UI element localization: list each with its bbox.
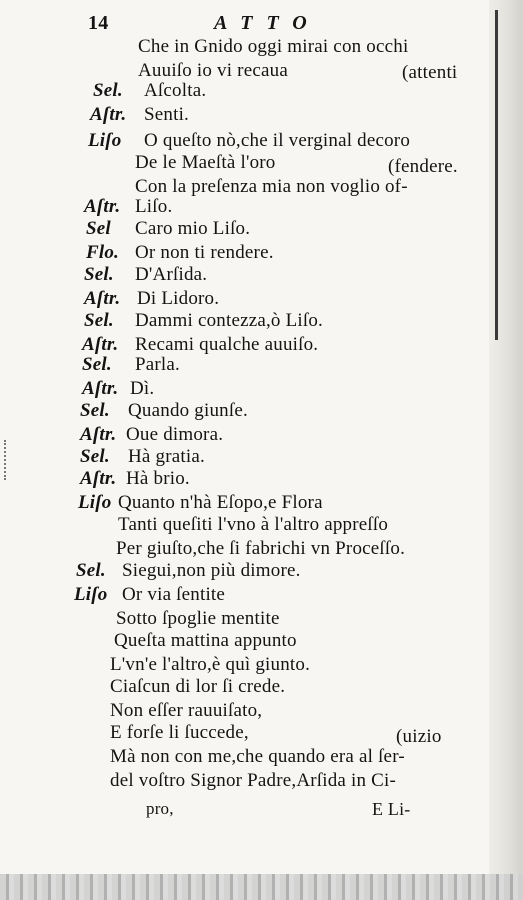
verse-line: (fendere. (388, 156, 458, 177)
page-number: 14 (88, 12, 109, 34)
speaker-label: Liſo (78, 492, 112, 513)
verse-line: E forſe li ſuccede, (110, 722, 249, 743)
verse-line: Liſo. (135, 196, 173, 217)
verse-line: Che in Gnido oggi mirai con occhi (138, 36, 409, 57)
verse-line: Or non ti rendere. (135, 242, 274, 263)
verse-line: Parla. (135, 354, 180, 375)
verse-line: Quando giunſe. (128, 400, 248, 421)
verse-line: O queſto nò,che il verginal decoro (144, 130, 411, 151)
speaker-label: Aſtr. (84, 196, 121, 217)
verse-line: Ciaſcun di lor ſi crede. (110, 676, 286, 697)
speaker-label: Sel. (93, 80, 123, 101)
verse-line: D'Arſida. (135, 264, 208, 285)
verse-line: De le Maeſtà l'oro (135, 152, 276, 173)
verse-line: Siegui,non più dimore. (122, 560, 301, 581)
verse-line: Dammi contezza,ò Liſo. (135, 310, 323, 331)
page-edge (489, 0, 523, 900)
verse-line: Caro mio Liſo. (135, 218, 251, 239)
speaker-label: Flo. (86, 242, 120, 263)
speaker-label: Liſo (74, 584, 108, 605)
speaker-label: Liſo (88, 130, 122, 151)
speaker-label: Aſtr. (82, 378, 119, 399)
scan-bottom-band (0, 874, 523, 900)
catchword-left: pro, (146, 799, 174, 818)
verse-line: Tanti queſiti l'vno à l'altro appreſſo (118, 514, 389, 535)
verse-line: Hà brio. (126, 468, 190, 489)
verse-line: Quanto n'hà Eſopo,e Flora (118, 492, 323, 513)
speaker-label: Sel. (84, 310, 114, 331)
verse-line: Or via ſentite (122, 584, 226, 605)
speaker-label: Sel. (80, 400, 110, 421)
verse-line: Queſta mattina appunto (114, 630, 297, 651)
margin-marks (4, 440, 12, 480)
verse-line: Aſcolta. (144, 80, 207, 101)
verse-line: Auuiſo io vi recaua (138, 60, 288, 81)
speaker-label: Sel. (82, 354, 112, 375)
speaker-label: Aſtr. (84, 288, 121, 309)
verse-line: del voſtro Signor Padre,Arſida in Ci- (110, 770, 397, 791)
verse-line: Dì. (130, 378, 155, 399)
verse-line: (uizio (396, 726, 442, 747)
speaker-label: Sel. (80, 446, 110, 467)
verse-line: (attenti (402, 62, 458, 83)
verse-line: Hà gratia. (128, 446, 205, 467)
speaker-label: Aſtr. (82, 334, 119, 355)
speaker-label: Aſtr. (90, 104, 127, 125)
verse-line: Mà non con me,che quando era al ſer- (110, 746, 405, 767)
verse-line: Con la preſenza mia non voglio of- (135, 176, 408, 197)
page-fold-line (495, 10, 498, 340)
verse-line: Oue dimora. (126, 424, 224, 445)
verse-line: L'vn'e l'altro,è quì giunto. (110, 654, 311, 675)
verse-line: Per giuſto,che ſi fabrichi vn Proceſſo. (116, 538, 406, 559)
verse-line: Recami qualche auuiſo. (135, 334, 319, 355)
speaker-label: Aſtr. (80, 468, 117, 489)
speaker-label: Sel. (84, 264, 114, 285)
speaker-label: Aſtr. (80, 424, 117, 445)
verse-line: Di Lidoro. (137, 288, 220, 309)
catchword-right: E Li- (372, 799, 411, 819)
running-title: ATTO (214, 12, 321, 34)
verse-line: Sotto ſpoglie mentite (116, 608, 280, 629)
speaker-label: Sel (86, 218, 111, 239)
verse-line: Non eſſer rauuiſato, (110, 700, 263, 721)
speaker-label: Sel. (76, 560, 106, 581)
verse-line: Senti. (144, 104, 190, 125)
